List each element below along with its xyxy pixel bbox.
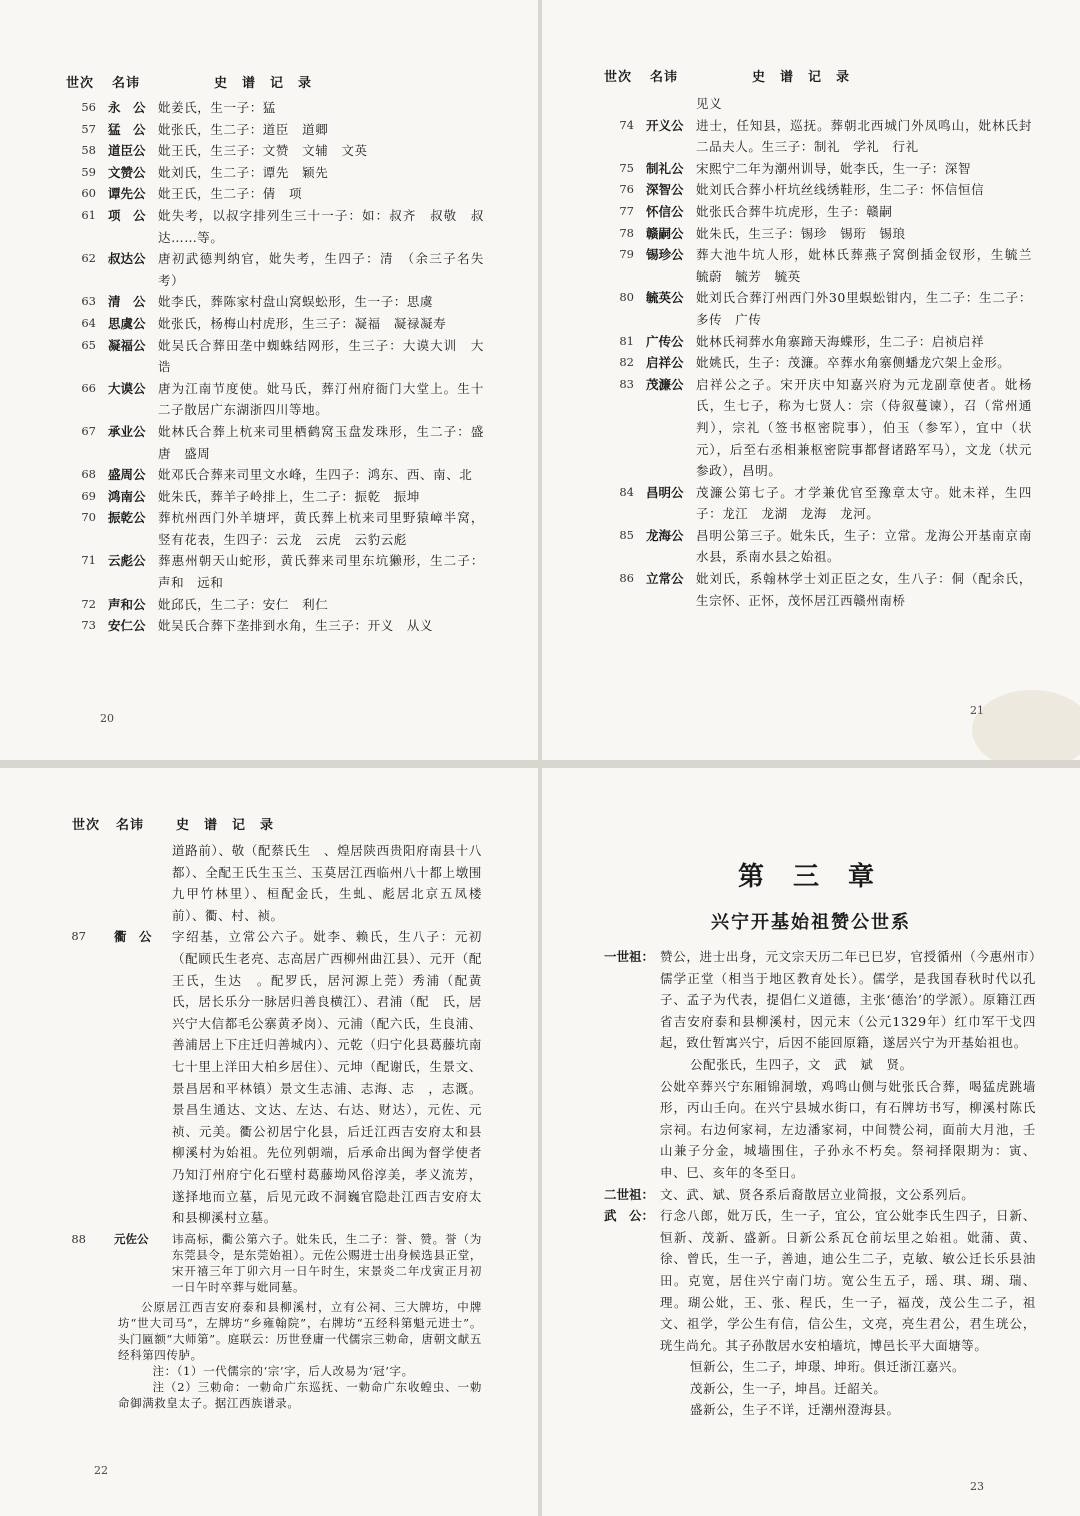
genealogy-entry: 71 云彪公 葬惠州朝天山蛇形，黄氏葬来司里东坑獭形，生二子：声和 远和: [81, 553, 484, 591]
genealogy-entry: 62 叔达公 唐初武德判纳官，妣失考，生四子：清 （余三子名失考）: [81, 251, 484, 288]
chapter-subtitle: 兴宁开基始祖赞公世系: [711, 912, 911, 933]
page-number: 23: [970, 1480, 984, 1493]
header-name: 名讳: [650, 70, 679, 85]
page-number: 22: [94, 1464, 108, 1477]
page-23: [542, 768, 1080, 1516]
generation-entry: 公配张氏，生四子，文 武 斌 贤。: [690, 1056, 913, 1072]
genealogy-entry: 77 怀信公 妣张氏合葬牛坑虎形，生子：赣嗣: [619, 203, 893, 219]
genealogy-entry: 84 昌明公 茂濂公第七子。才学兼优官至豫章太守。妣未祥，生四子：龙江 龙湖 龙海 龙河。: [619, 484, 1032, 522]
generation-list: [604, 946, 1036, 1421]
note-paragraph: 公原居江西吉安府泰和县柳溪村，立有公祠、三大牌坊，中牌坊“世大司马”，左牌坊“乡雍翰院”，右牌坊“五经科第魁元进士”。头门匾额“大师第”。庭联云：历世登庸一代儒宗三勅命，唐朝文献五经科第四传胪。: [118, 1299, 482, 1362]
continuation-text: 见义: [696, 96, 723, 111]
genealogy-entry: 63 清 公 妣李氏，葬陈家村盘山窝蜈蚣形，生一子：思虞: [81, 294, 434, 310]
page-number: 20: [100, 712, 114, 725]
continuation-text: 道路前）、敬（配蔡氏生 、煌居陕西贵阳府南县十八都）、全配王氏生玉兰、玉莫居江西临州八十都上墩围九甲竹林里）、桓配金氏，生虬、彪居北京五凤楼前）、衢、村、祯。: [172, 843, 482, 923]
genealogy-entry: 81 广传公 妣林氏祠葬水角寨蹄天海蝶形，生二子：启祯启祥: [619, 333, 985, 349]
entry-list: [604, 93, 1046, 611]
header-generation: 世次: [66, 76, 95, 91]
page-22: [0, 768, 538, 1516]
genealogy-entry: 60 谭先公 妣王氏，生二子：倩 项: [81, 186, 303, 202]
paper-stain: [972, 690, 1080, 760]
generation-entry: 恒新公，生二子，坤璟、坤珩。俱迁浙江嘉兴。: [690, 1359, 966, 1375]
header-record: 史 谱 记 录: [752, 70, 851, 85]
note-paragraph: 注：（1）一代儒宗的‘宗’字，后人改易为‘冠’字。: [152, 1363, 414, 1378]
generation-entry: 武 公： 行念八郎，妣万氏，生一子，宜公，宜公妣李氏生四子，日新、恒新、茂新、盛新。日新公系瓦仓前坛里之始祖。妣蒲、黄、徐、曾氏，生一子，善迪，迪公生二子，克敏、敏公迁长乐县油田。克宽，居住兴宁南门坊。宽公生五子，瑶、琪、瑚、瑞、理。瑚公妣，王、张、程氏，生一子，福茂，茂公生二子，祖文、祖学，学公生有信，信公生，文亮，亮生君公，君生珖公，珖生尚允。其子孙散居水安柏墙坑，博邑长平大面塘等。: [604, 1208, 1036, 1353]
generation-entry: 盛新公，生子不详，迁潮州澄海县。: [690, 1402, 900, 1418]
genealogy-entry: 75 制礼公 宋熙宁二年为潮州训导，妣李氏，生一子：深智: [619, 160, 972, 176]
genealogy-entry: 87 衢 公 字绍基，立常公六子。妣李、赖氏，生八子：元初（配顾氏生老亮、志高居广西柳州曲江县）、元开（配王氏，生达 。配罗氏，居河源上莞）秀浦（配黄氏，居长乐分一脉居归善良横江）、君浦（配 氏，居兴宁大信都毛公寨黄矛岗）、元浦（配六氏，生良浦、善浦居上下庄迁归善城内）、元乾（归宁化县葛藤坑南七十里上洋田大柏乡居住）、元坤（配谢氏，生景文、景昌居和平林镇）景文生志浦、志海、志 ，志溉。景昌生通达、文达、左达、右达、财达），元佐、元祯、元美。衢公初居宁化县，后迁江西吉安府太和县柳溪村为始祖。先位列朝端，后承命出闽为督学使者乃知汀州府宁化石壁村葛藤坳风俗淳美，孝义流芳，遂择地而立墓，后见元政不洞巍官隐赴江西吉安府太和县柳溪村立墓。: [71, 929, 482, 1226]
entry-list: [56, 840, 482, 1411]
chapter-heading: 第 三 章: [737, 862, 885, 892]
genealogy-entry: 85 龙海公 昌明公第三子。妣朱氏，生子：立常。龙海公开基南京南水县，系南水县之始祖。: [619, 527, 1032, 565]
header-generation: 世次: [72, 818, 101, 833]
genealogy-entry: 72 声和公 妣邱氏，生二子：安仁 利仁: [81, 596, 329, 612]
header-record: 史 谱 记 录: [176, 818, 275, 833]
genealogy-entry: 69 鸿南公 妣朱氏，葬羊子岭排上，生二子：振乾 振坤: [81, 488, 421, 504]
generation-entry: 一世祖： 赞公，进士出身，元文宗天历二年已巳岁，官授循州（今惠州市）儒学正堂（相当于地区教育处长）。儒学，是我国春秋时代以孔子、孟子为代表，提倡仁义道德，主张‘德治’的学派）。原籍江西省吉安府泰和县柳溪村，因元末（公元1329年）红巾军干戈四起，致仕暂寓兴宁，后因不能回原籍，遂居兴宁为开基始祖也。: [604, 949, 1036, 1051]
genealogy-entry: 79 锡珍公 葬大池牛坑人形，妣林氏葬燕子窝倒插金钗形，生毓兰 毓蔚 毓芳 毓英: [619, 247, 1046, 284]
genealogy-entry: 82 启祥公 妣姚氏，生子：茂濂。卒葬水角寨侧蟠龙穴架上金形。: [619, 355, 1011, 371]
genealogy-entry: 64 思虞公 妣张氏，杨梅山村虎形，生三子：凝福 凝禄凝寿: [81, 315, 447, 331]
genealogy-entry: 68 盛周公 妣邓氏合葬来司里文水峰，生四子：鸿东、西、南、北: [81, 467, 473, 483]
genealogy-entry: 74 开义公 进士，任知县，巡抚。葬朝北西城门外凤鸣山，妣林氏封二品夫人。生三子：制礼 学礼 行礼: [619, 117, 1032, 155]
header-generation: 世次: [604, 70, 633, 85]
genealogy-entry: 88 元佐公 讳高标，衢公第六子。妣朱氏，生二子：誉、赞。誉（为东莞县令，是东莞始祖）。元佐公赐进士出身候选县正堂，宋开禧三年丁卯六月一日午时生，宋景炎二年戊寅正月初一日午时卒葬与妣同墓。: [71, 1231, 482, 1294]
genealogy-entry: 76 深智公 妣刘氏合葬小杆坑丝线绣鞋形，生二子：怀信恒信: [619, 182, 985, 198]
genealogy-entry: 86 立常公 妣刘氏，系翰林学士刘正臣之女，生八子：侗（配余氏，生宗怀、正怀，茂怀居江西赣州南桥: [619, 571, 1032, 608]
note-paragraph: 注（2）三勅命：一勅命广东巡抚、一勅命广东收蝗虫、一勅命御满救皇太子。据江西族谱录。: [118, 1379, 482, 1410]
genealogy-entry: 61 项 公 妣失考，以叔字排列生三十一子：如：叔齐 叔敬 叔达……等。: [81, 207, 484, 245]
page-20: [0, 0, 538, 760]
genealogy-entry: 73 安仁公 妣吴氏合葬下垄排到水角，生三子：开义 从义: [81, 618, 434, 634]
header-record: 史 谱 记 录: [214, 76, 313, 91]
genealogy-entry: 80 毓英公 妣刘氏合葬汀州西门外30里蜈蚣钳内，生二子：生二子：多传 广传: [619, 290, 1032, 327]
page-21: [542, 0, 1080, 760]
genealogy-entry: 70 振乾公 葬杭州西门外羊塘坪，黄氏葬上杭来司里野猿嶂半窝，竖有花表，生四子：云龙 云虎 云豹云彪: [81, 510, 484, 547]
generation-entry: 公妣卒葬兴宁东厢锦洞墩，鸡鸣山侧与妣张氏合葬，喝猛虎跳墙形，丙山壬向。在兴宁县城水街口，有石牌坊书写，柳溪村陈氏宗祠。右边何家祠，左边潘家祠，中间赞公祠，面前大月池，壬山兼子分金，城墙围住，子孙永不朽矣。祭祠择限期为：寅、申、巳、亥年的冬至日。: [660, 1078, 1036, 1180]
generation-entry: 茂新公，生一子，坤昌。迁韶关。: [690, 1380, 887, 1396]
genealogy-entry: 78 赣嗣公 妣朱氏，生三子：锡珍 锡珩 锡琅: [619, 225, 906, 241]
page-number: 21: [970, 704, 984, 717]
genealogy-entry: 56 永 公 妣姜氏，生一子：猛: [81, 100, 276, 115]
genealogy-entry: 67 承业公 妣林氏合葬上杭来司里栖鹤窝玉盘发珠形，生二子：盛唐 盛周: [81, 423, 484, 461]
generation-entry: 二世祖： 文、武、斌、贤各系后裔散居立业简报，文公系列后。: [604, 1186, 975, 1202]
entry-list: [66, 97, 484, 637]
genealogy-entry: 59 文赞公 妣刘氏，生二子：谭先 颖先: [81, 164, 329, 180]
genealogy-entry: 65 凝福公 妣吴氏合葬田垄中蜘蛛结网形，生三子：大谟大训 大诰: [81, 337, 484, 375]
genealogy-entry: 83 茂濂公 启祥公之子。宋开庆中知嘉兴府为元龙副章使者。妣杨氏，生七子，称为七贤人：宗（侍叙蔓谏），召（常州通判），宗礼（签书枢密院事），伯玉（参军），宜中（状元），后至右丞相兼枢密院事都督诸路军马），文龙（状元参政），昌明。: [619, 376, 1032, 479]
genealogy-entry: 57 猛 公 妣张氏，生二子：道臣 道卿: [81, 121, 329, 137]
header-name: 名讳: [116, 818, 145, 833]
genealogy-entry: 58 道臣公 妣王氏，生三子：文赞 文辅 文英: [81, 143, 368, 159]
genealogy-entry: 66 大谟公 唐为江南节度使。妣马氏，葬汀州府衙门大堂上。生十二子散居广东湖浙四川等地。: [81, 380, 484, 418]
header-name: 名讳: [112, 76, 141, 91]
